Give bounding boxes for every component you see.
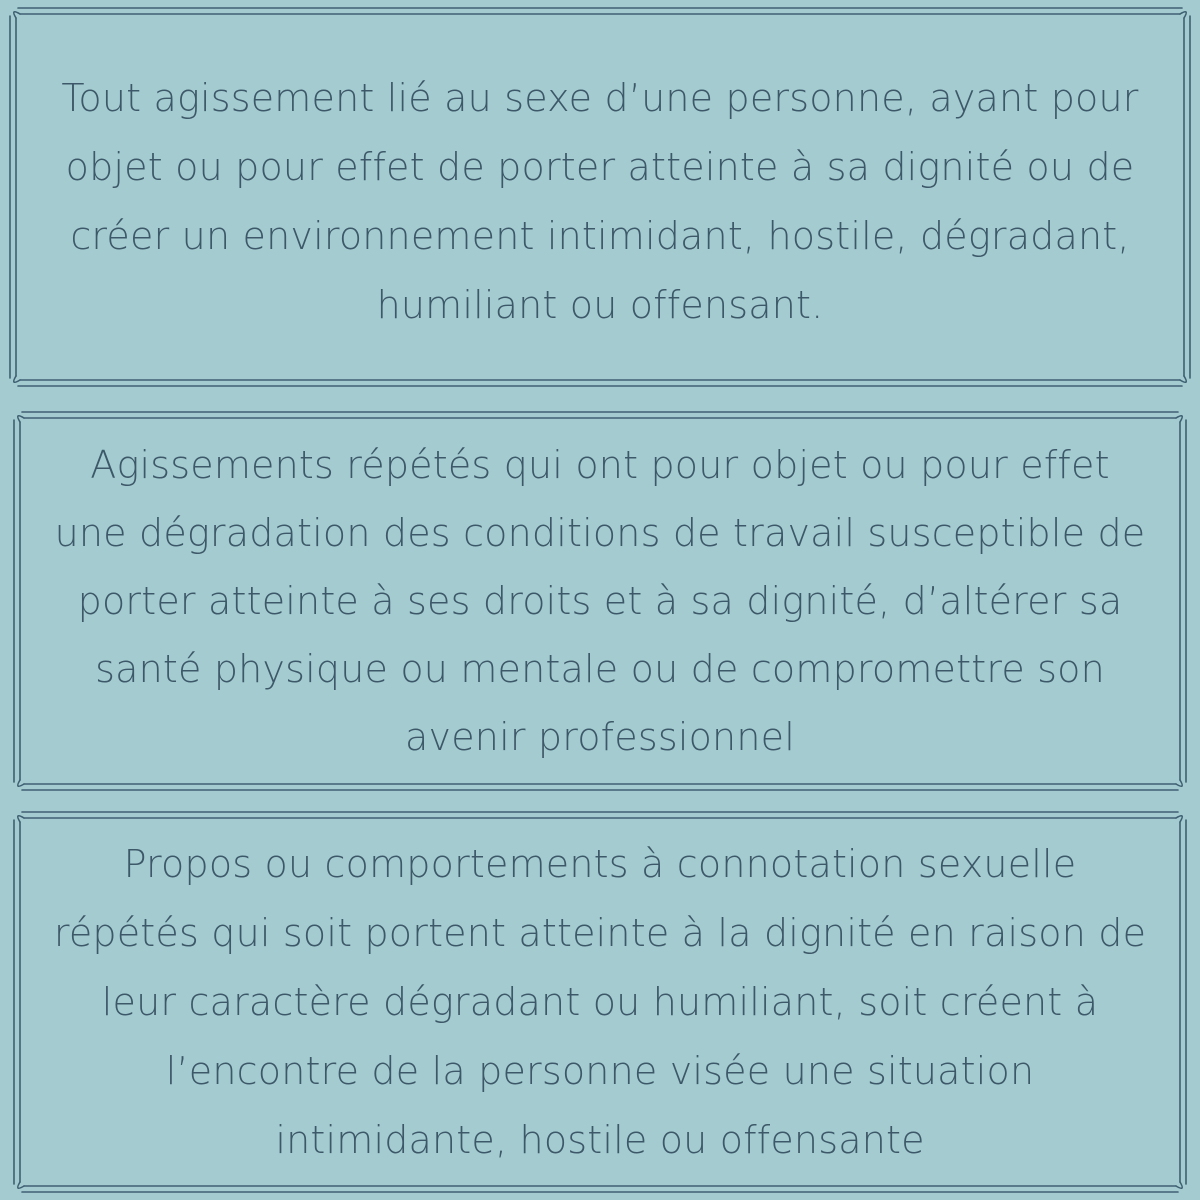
definition-panel-3 [12,810,1188,1194]
definition-text: Agissements répétés qui ont pour objet ou pour effet une dégradation des conditions de travail susceptible de porter atteinte à ses droits et à sa dignité, d’altérer sa santé physique ou mentale ou de compromettre son avenir professionnel [54,443,1146,759]
definition-text: Propos ou comportements à connotation sexuelle répétés qui soit portent atteinte à la dignité en raison de leur caractère dégradant ou humiliant, soit créent à l’encontre de la personne visée une situation intimidante, hostile ou offensante [53,841,1147,1162]
definition-panel-1 [8,6,1192,388]
definition-panel-2 [12,410,1188,792]
definition-text: Tout agissement lié au sexe d’une personne, ayant pour objet ou pour effet de porter atteinte à sa dignité ou de créer un environnement intimidant, hostile, dégradant, humiliant ou offensant. [61,76,1139,327]
